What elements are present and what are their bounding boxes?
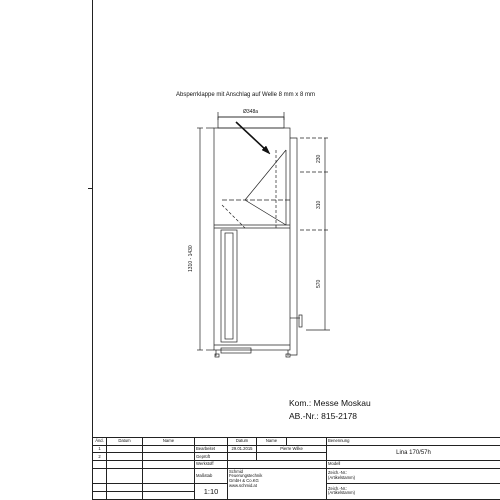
- header-benennung: Benennung: [327, 438, 500, 446]
- scale-value: 1:10: [195, 483, 228, 499]
- dimension-310: 310: [316, 200, 322, 209]
- dimension-570: 570: [316, 279, 322, 288]
- company-line-3: GmbH & Co.KG: [229, 478, 259, 484]
- bearbeitet-datum: 29.01.2015: [228, 445, 257, 453]
- modell-label: Modell: [327, 460, 500, 468]
- company-name: Schmid: [229, 468, 243, 474]
- flue-collar: [218, 117, 284, 128]
- role-massstab: Maßstab: [195, 468, 228, 483]
- diameter-dimension: Ø348a: [243, 109, 259, 115]
- col-datum: Datum: [228, 438, 257, 446]
- header-datum: Datum: [107, 438, 143, 446]
- revision-row-2: 2: [93, 453, 107, 461]
- title-block: [92, 437, 500, 500]
- company-block: [228, 468, 327, 499]
- company-line-2: Feuerungstechnik: [229, 473, 263, 479]
- zeich-nr-2: Zeich.-Nr.: (Artikelstamm): [327, 483, 500, 499]
- bearbeitet-name: Pierre Wilke: [257, 445, 327, 453]
- company-website: www.schmid.at: [229, 483, 257, 489]
- overall-height-dimension: 1310 - 1430: [188, 245, 194, 272]
- blank-cell: [195, 438, 228, 446]
- role-bearbeitet: Bearbeitet: [195, 445, 228, 453]
- door-glass: [221, 230, 237, 342]
- benennung-value: Lina 170/57h: [327, 445, 500, 460]
- role-geprueft: Geprüft: [195, 453, 228, 461]
- commission-label: Kom.: Messe Moskau: [289, 398, 371, 408]
- role-werkstoff: Werkstoff: [195, 460, 228, 468]
- col-name: Name: [257, 438, 287, 446]
- blank-cell: [287, 438, 327, 446]
- dimension-230: 230: [316, 154, 322, 163]
- order-number-label: AB.-Nr.: 815-2178: [289, 411, 358, 421]
- header-aend: Änd.: [93, 438, 107, 446]
- zeich-nr-1: Zeich.-Nr.: (Artikelstamm): [327, 468, 500, 483]
- damper-note: Absperrklappe mit Anschlag auf Welle 8 mm x 8 mm: [176, 92, 315, 98]
- header-name: Name: [143, 438, 195, 446]
- stove-body: [214, 128, 290, 350]
- revision-row-1: 1: [93, 445, 107, 453]
